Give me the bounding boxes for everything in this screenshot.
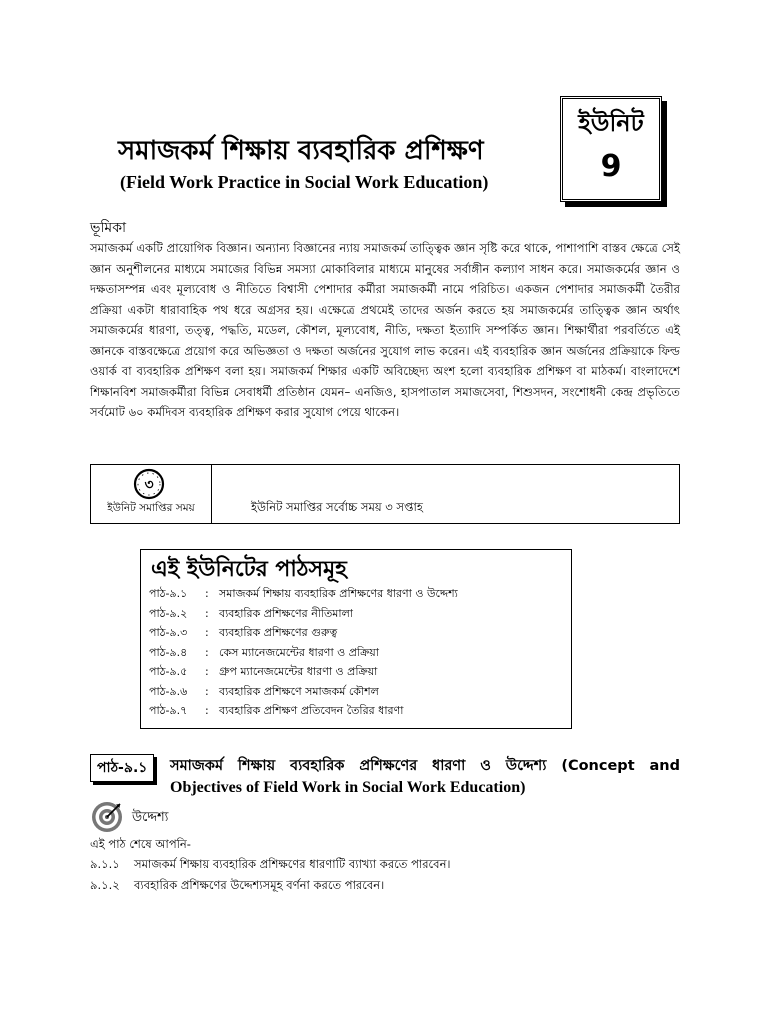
objectives-list [90,854,451,896]
section-badge: পাঠ-৯.১ [90,754,154,782]
lesson-item [149,643,458,663]
unit-number: 9 [600,149,622,184]
clock-digit: ৩ [144,477,154,493]
lesson-number: পাঠ-৯.২ [149,606,188,620]
clock-icon [133,468,165,500]
lesson-item [149,604,458,624]
lesson-title: গ্রুপ ম্যানেজমেন্টের ধারণা ও প্রক্রিয়া [219,665,378,678]
lessons-box [140,549,572,729]
lesson-title: ব্যবহারিক প্রশিক্ষণের নীতিমালা [219,606,353,620]
objective-item [90,854,451,875]
time-cell [91,465,212,523]
lesson-separator: : [205,587,209,600]
lesson-separator: : [205,684,209,698]
section-title: সমাজকর্ম শিক্ষায় ব্যবহারিক প্রশিক্ষণের ধারণা ও উদ্দেশ্য (Concept and [170,758,680,774]
lesson-separator: : [205,606,209,620]
objectives-intro: এই পাঠ শেষে আপনি- [90,837,191,851]
lesson-separator: : [205,704,209,717]
unit-box [560,96,662,202]
lesson-number: পাঠ-৯.৪ [149,645,188,659]
lesson-title: ব্যবহারিক প্রশিক্ষণের গুরুত্ব [219,626,338,639]
lesson-title: ব্যবহারিক প্রশিক্ষণে সমাজকর্ম কৌশল [219,684,379,698]
lessons-title: এই ইউনিটের পাঠসমূহ [151,557,347,582]
time-value: ইউনিট সমাপ্তির সর্বোচ্চ সময় ৩ সপ্তাহ [251,500,423,514]
target-icon [90,800,124,834]
lesson-title: কেস ম্যানেজমেন্টের ধারণা ও প্রক্রিয়া [219,645,379,659]
section-title-english: Objectives of Field Work in Social Work Education) [170,779,526,796]
time-label: ইউনিট সমাপ্তির সময় [107,502,195,514]
page-title: সমাজকর্ম শিক্ষায় ব্যবহারিক প্রশিক্ষণ [118,136,484,166]
introduction-heading: ভূমিকা [90,220,127,236]
lesson-title: সমাজকর্ম শিক্ষায় ব্যবহারিক প্রশিক্ষণের ধারণা ও উদ্দেশ্য [219,587,458,600]
lesson-number: পাঠ-৯.৩ [149,626,188,639]
lesson-item [149,701,458,721]
lesson-title: ব্যবহারিক প্রশিক্ষণ প্রতিবেদন তৈরির ধারণা [219,704,404,717]
objective-text: সমাজকর্ম শিক্ষায় ব্যবহারিক প্রশিক্ষণের ধারণাটি ব্যাখ্যা করতে পারবেন। [134,857,451,871]
objective-number: ৯.১.২ [90,878,120,892]
lesson-separator: : [205,626,209,639]
page-subtitle: (Field Work Practice in Social Work Education) [120,172,489,192]
objective-text: ব্যবহারিক প্রশিক্ষণের উদ্দেশ্যসমূহ বর্ণনা করতে পারবেন। [134,878,385,892]
objective-number: ৯.১.১ [90,857,120,871]
lesson-item [149,623,458,643]
lesson-separator: : [205,645,209,659]
objective-item [90,875,451,896]
objectives-heading: উদ্দেশ্য [132,810,169,825]
lesson-item [149,584,458,604]
lesson-item [149,682,458,702]
lesson-list [149,584,458,721]
lesson-number: পাঠ-৯.১ [149,587,188,600]
lesson-number: পাঠ-৯.৬ [149,684,188,698]
lesson-number: পাঠ-৯.৫ [149,665,188,678]
lesson-separator: : [205,665,209,678]
lesson-item [149,662,458,682]
unit-time-table [90,464,680,524]
introduction-paragraph: সমাজকর্ম একটি প্রায়োগিক বিজ্ঞান। অন্যান্য বিজ্ঞানের ন্যায় সমাজকর্ম তাত্ত্বিক জ্ঞান সৃষ্টি করে থাকে, পাশাপাশি বাস্তব ক্ষেত্রে সেই জ্ঞান অনুশীলনের মাধ্যমে সমাজের বিভিন্ন সমস্যা মোকাবিলার মাধ্যমে মানুষের সর্বাঙ্গীন কল্যাণ সাধন করে। সমাজকর্মের জ্ঞান ও দক্ষতাসম্পন্ন এবং মূল্যবোধ ও নীতিতে বিশ্বাসী পেশাদার কর্মীরা সমাজকর্মী নামে পরিচিত। একজন পেশাদার সমাজকর্মী তৈরীর প্রক্রিয়া একটা ধারাবাহিক পথ ধরে অগ্রসর হয়। এক্ষেত্রে প্রথমেই তাদের অর্জন করতে হয় সমাজকর্মের তাত্ত্বিক জ্ঞান অর্থাৎ সমাজকর্মের ধারণা, তত্ত্ব, পদ্ধতি, মডেল, কৌশল, মূল্যবোধ, নীতি, দক্ষতা ইত্যাদি সম্পর্কিত জ্ঞান। শিক্ষার্থীরা পরবর্তিতে এই জ্ঞানকে বাস্তবক্ষেত্রে প্রয়োগ করে অভিজ্ঞতা ও দক্ষতা অর্জনের সুযোগ লাভ করেন। এই ব্যবহারিক জ্ঞান অর্জনের প্রক্রিয়াকে ফিল্ড ওয়ার্ক বা ব্যবহারিক প্রশিক্ষণ বলা হয়। সমাজকর্ম শিক্ষার একটি অবিচ্ছেদ্য অংশ হলো ব্যবহারিক প্রশিক্ষণ বা মাঠকর্ম। বাংলাদেশে শিক্ষানবিশ সমাজকর্মীরা বিভিন্ন সেবাধর্মী প্রতিষ্ঠান যেমন– এনজিও, হাসপাতাল সমাজসেবা, শিশুসদন, সংশোধনী কেন্দ্র প্রভৃতিতে সর্বমোট ৬০ কর্মদিবস ব্যবহারিক প্রশিক্ষণ করার সুযোগ পেয়ে থাকেন। [90,241,680,419]
unit-label: ইউনিট [578,109,644,137]
lesson-number: পাঠ-৯.৭ [149,704,188,717]
